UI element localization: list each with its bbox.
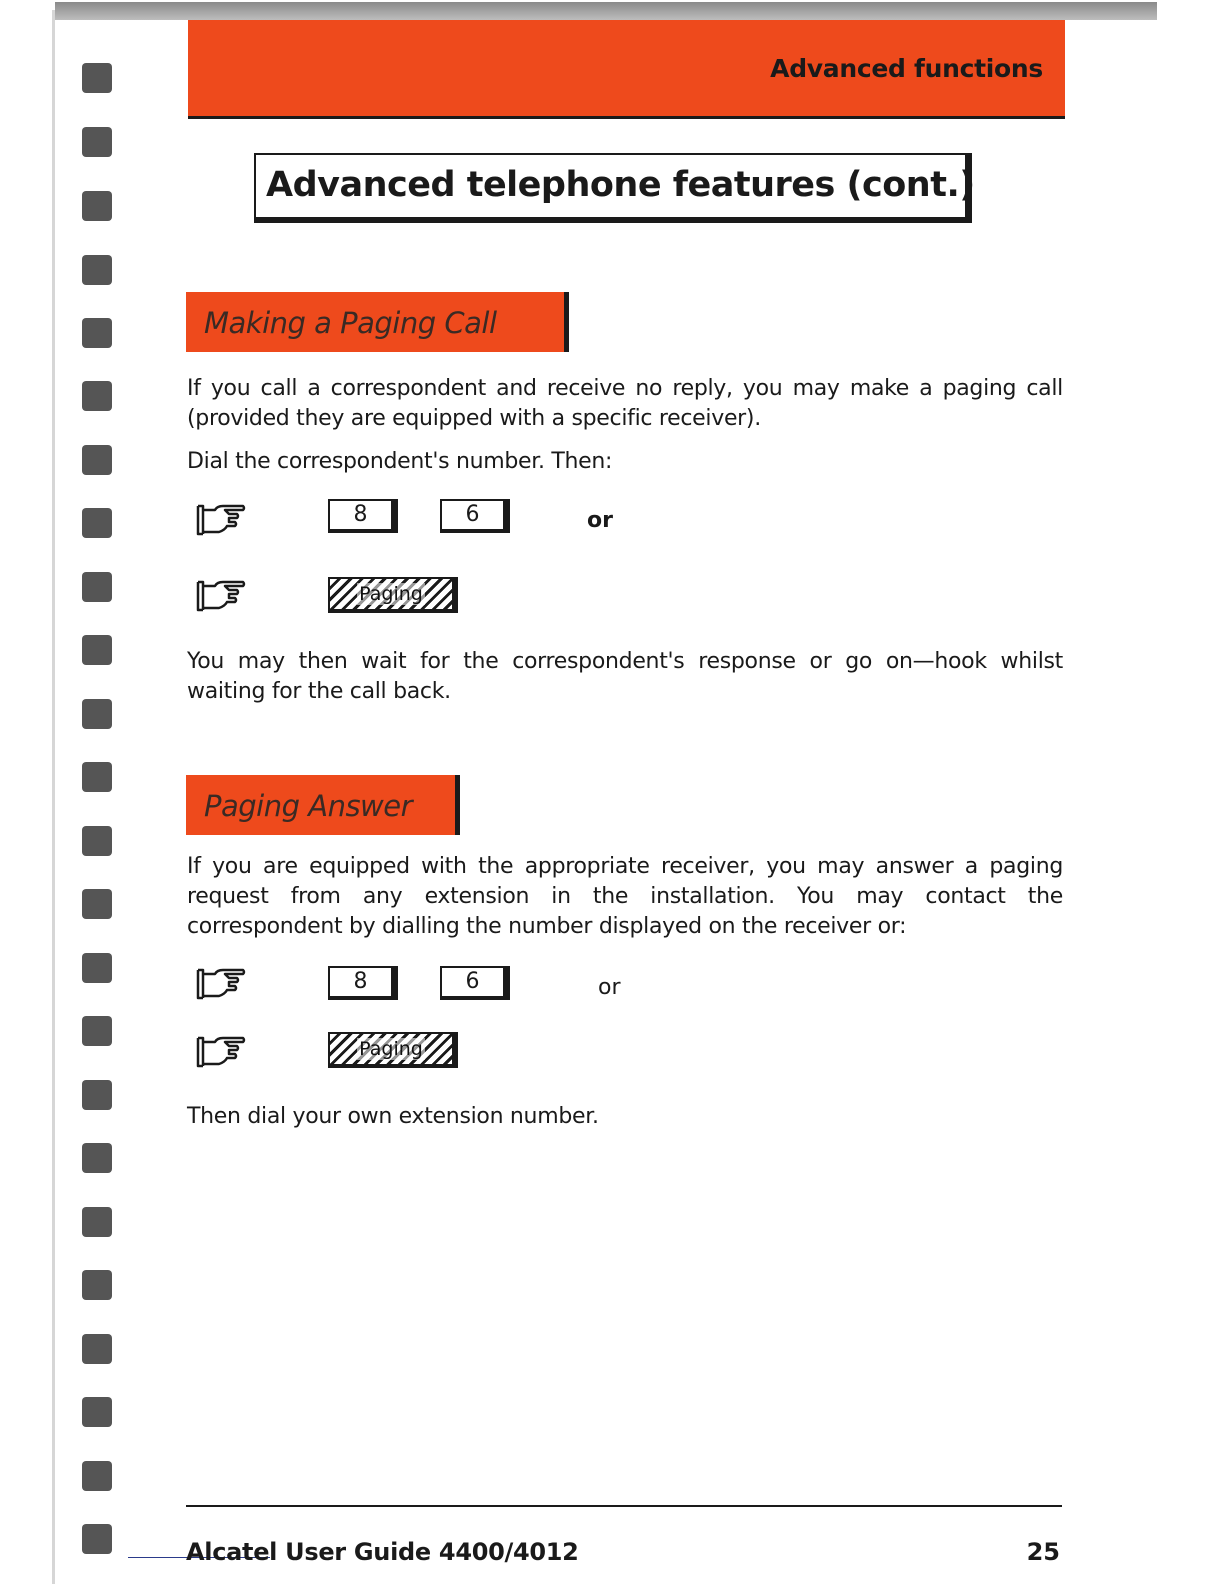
binding-hole	[82, 1016, 112, 1046]
binding-hole	[82, 1524, 112, 1554]
binding-hole	[82, 635, 112, 665]
binding-hole	[82, 953, 112, 983]
binding-hole	[82, 1080, 112, 1110]
binding-hole	[82, 508, 112, 538]
dial-key-8[interactable]: 8	[328, 499, 398, 533]
binding-hole	[82, 572, 112, 602]
paging-answer-intro: If you are equipped with the appropriate receiver, you may answer a paging request from any extension in the installation. You may contact the correspondent by dialling the number displayed on the receiver or:	[187, 854, 1063, 939]
binding-hole	[82, 699, 112, 729]
paging-call-outro: You may then wait for the correspondent's response or go on—hook whilst waiting for the call back.	[187, 649, 1063, 704]
binding-hole	[82, 1207, 112, 1237]
binding-hole	[82, 1270, 112, 1300]
section-heading-text: Paging Answer	[204, 789, 413, 823]
binding-hole	[82, 191, 112, 221]
binding-hole	[82, 762, 112, 792]
page-title: Advanced telephone features (cont.)	[266, 165, 975, 205]
pointing-hand-icon	[195, 1034, 247, 1070]
binding-hole	[82, 63, 112, 93]
binding-hole	[82, 1461, 112, 1491]
section-heading-paging-answer	[186, 775, 460, 835]
dial-key-6[interactable]: 6	[440, 499, 510, 533]
binding-hole	[82, 318, 112, 348]
paging-call-instruction: Dial the correspondent's number. Then:	[187, 449, 613, 474]
or-label: or	[587, 508, 613, 533]
chapter-header	[188, 20, 1065, 119]
footer-guide-title: Alcatel User Guide 4400/4012	[186, 1538, 579, 1566]
binding-hole	[82, 445, 112, 475]
binding-hole	[82, 255, 112, 285]
paging-softkey[interactable]	[328, 1032, 458, 1068]
section-heading-text: Making a Paging Call	[204, 306, 497, 340]
pointing-hand-icon	[195, 578, 247, 614]
paging-softkey[interactable]	[328, 577, 458, 613]
dial-key-8[interactable]: 8	[328, 966, 398, 1000]
dial-key-6[interactable]: 6	[440, 966, 510, 1000]
binding-hole	[82, 1397, 112, 1427]
pointing-hand-icon	[195, 502, 247, 538]
pointing-hand-icon	[195, 966, 247, 1002]
binding-hole	[82, 1143, 112, 1173]
paging-softkey-label: Paging	[359, 583, 423, 605]
paging-answer-outro: Then dial your own extension number.	[187, 1104, 599, 1129]
binding-hole	[82, 127, 112, 157]
page-number: 25	[1026, 1538, 1060, 1566]
chapter-label: Advanced functions	[770, 54, 1043, 83]
footer-rule	[186, 1505, 1062, 1507]
page-left-edge	[52, 10, 55, 1584]
section-heading-paging-call	[186, 292, 569, 352]
page-top-edge	[55, 2, 1157, 20]
spiral-binding	[82, 0, 114, 1584]
binding-hole	[82, 889, 112, 919]
binding-hole	[82, 381, 112, 411]
or-label: or	[598, 975, 621, 1000]
paging-call-intro: If you call a correspondent and receive no reply, you may make a paging call (provided they are equipped with a specific receiver).	[187, 376, 1063, 431]
binding-hole	[82, 1334, 112, 1364]
paging-softkey-label: Paging	[359, 1038, 423, 1060]
page-title-box	[254, 153, 975, 223]
binding-hole	[82, 826, 112, 856]
